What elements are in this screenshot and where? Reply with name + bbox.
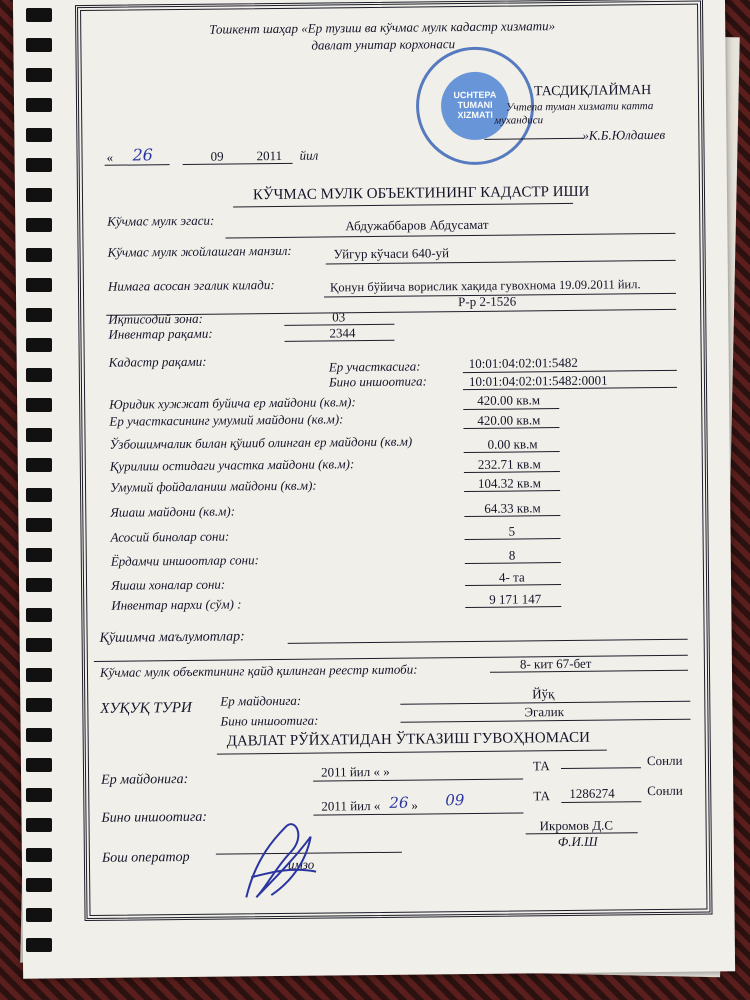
date-year: 2011	[256, 147, 283, 164]
cert-building-close-quote: »	[411, 797, 418, 813]
area-row-label: Ер участкасининг умумий майдони (кв.м):	[109, 411, 344, 429]
document-title: КЎЧМАС МУЛК ОБЪЕКТИНИНГ КАДАСТР ИШИ	[252, 183, 590, 204]
cert-building-ta: ТА	[533, 788, 551, 804]
operator-name: Икромов Д.С	[539, 817, 614, 834]
rights-land-label: Ер майдонига:	[220, 692, 302, 709]
cert-land-ta: ТА	[532, 758, 550, 774]
approver-name: »К.Б.Юлдашев	[582, 126, 666, 143]
area-row-label: Умумий фойдаланиш майдони (кв.м):	[109, 477, 317, 495]
basis-value-2: Р-р 2-1526	[458, 293, 517, 310]
cadastre-building-label: Бино иншоотига:	[328, 373, 427, 390]
rights-title: ХУҚУҚ ТУРИ	[100, 699, 192, 717]
date-day: 26	[132, 145, 154, 165]
area-row-label: Юридик хужжат буйича ер майдони (кв.м):	[109, 394, 356, 412]
inventory-value: 2344	[329, 325, 356, 341]
area-row-value: 4- та	[498, 569, 525, 585]
area-row-label: Ўзбошимчалик билан қўшиб олинган ер майдони (кв.м)	[109, 433, 413, 452]
date-month: 09	[210, 148, 224, 164]
operator-name-label: Ф.И.Ш	[557, 833, 598, 850]
area-row-value: 420.00 кв.м	[477, 412, 541, 428]
registry-value: 8- кит 67-бет	[519, 655, 592, 672]
area-row-value: 8	[508, 547, 516, 563]
area-row-value: 5	[508, 523, 516, 539]
cert-building-sonli: Сонли	[647, 782, 683, 799]
cert-building-day: 26	[389, 793, 409, 812]
owner-label: Кўчмас мулк эгаси:	[107, 212, 215, 229]
cert-building-date: 2011 йил «	[321, 797, 381, 814]
signature-scribble	[236, 817, 327, 908]
rights-land-value: Йўқ	[532, 686, 555, 702]
date-open-quote: «	[106, 149, 114, 165]
approve-heading: ТАСДИҚЛАЙМАН	[533, 83, 652, 100]
area-row-label: Ёрдамчи иншоотлар сони:	[110, 552, 259, 569]
header-line1: Тошкент шаҳар «Ер тузиш ва кўчмас мулк кадастр хизмати»	[209, 18, 556, 37]
address-value: Уйгур кўчаси 640-уй	[333, 245, 450, 262]
rights-building-value: Эгалик	[524, 704, 565, 720]
area-row-value: 64.33 кв.м	[484, 500, 541, 516]
basis-value: Қонун бўйича ворислик хақида гувохнома 19.09.2011 йил.	[329, 277, 641, 295]
sign-label: имзо	[287, 856, 315, 872]
area-row-label: Қурилиш остидаги участка майдони (кв.м):	[109, 456, 355, 474]
cadastre-plot-label: Ер участкасига:	[328, 358, 421, 375]
owner-value: Абдужаббаров Абдусамат	[345, 216, 489, 234]
zone-value: 03	[332, 309, 346, 325]
area-row-value: 104.32 кв.м	[477, 475, 542, 491]
certificate-title: ДАВЛАТ РЎЙХАТИДАН ЎТКАЗИШ ГУВОҲНОМАСИ	[226, 729, 591, 750]
cert-land-label: Ер майдонига:	[101, 771, 189, 788]
cert-building-label: Бино иншоотига:	[101, 809, 208, 826]
cadastre-label: Кадастр рақами:	[108, 353, 207, 370]
area-row-label: Инвентар нархи (сўм) :	[111, 596, 242, 613]
area-row-label: Яшаш хоналар сони:	[110, 576, 226, 593]
cert-building-month: 09	[445, 791, 465, 810]
area-row-value: 232.71 кв.м	[477, 456, 541, 472]
header-line2: давлат унитар корхонаси	[311, 36, 456, 53]
area-row-label: Яшаш майдони (кв.м):	[110, 503, 236, 520]
spiral-binding	[26, 0, 56, 1000]
cadastre-plot-value: 10:01:04:02:01:5482	[468, 354, 578, 372]
area-row-label: Асосий бинолар сони:	[110, 528, 230, 545]
cert-number: 1286274	[569, 785, 615, 801]
date-suffix: йил	[299, 147, 319, 163]
basis-label: Нимага асосан эгалик килади:	[107, 277, 275, 294]
cert-land-date: 2011 йил « »	[320, 763, 390, 780]
address-label: Кўчмас мулк жойлашган манзил:	[107, 242, 292, 260]
area-row-value: 420.00 кв.м	[477, 392, 541, 408]
area-row-value: 0.00 кв.м	[487, 436, 538, 452]
area-row-value: 9 171 147	[489, 591, 542, 607]
approve-role-2: мухандиси	[494, 114, 544, 127]
extra-label: Қўшимча маълумотлар:	[99, 629, 245, 646]
approve-role-1: Учтепа туман хизмати катта	[506, 100, 654, 114]
document-page	[13, 0, 735, 979]
rights-building-label: Бино иншоотига:	[220, 712, 319, 729]
stamp-text: UCHTEPA TUMANI XIZMATI	[441, 72, 510, 141]
cadastre-building-value: 10:01:04:02:01:5482:0001	[468, 372, 608, 389]
inventory-label: Инвентар рақами:	[108, 325, 213, 342]
cert-land-sonli: Сонли	[646, 752, 683, 769]
operator-label: Бош оператор	[101, 849, 190, 866]
registry-label: Кўчмас мулк объектининг қайд қилинган реестр китоби:	[99, 661, 418, 680]
zone-label: Иқтисодий зона:	[108, 310, 203, 327]
